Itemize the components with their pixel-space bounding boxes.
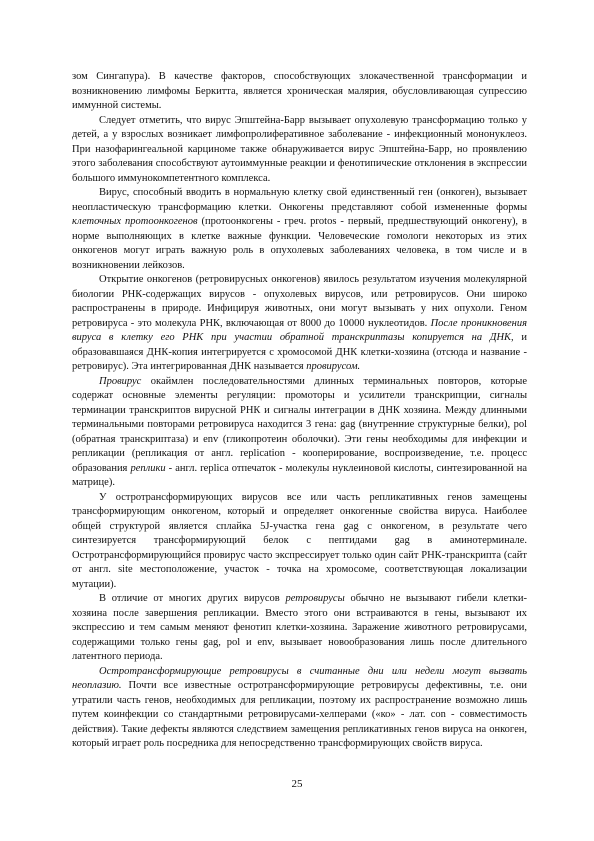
italic-text-run: Провирус xyxy=(99,375,142,387)
body-text xyxy=(72,70,527,752)
paragraph xyxy=(72,273,527,375)
page-number: 25 xyxy=(291,778,303,790)
italic-text-run: После проникновения вируса в клетку его РНК при участии обратной транскриптазы копируется на ДНК, xyxy=(72,317,527,343)
italic-text-run: провирусом. xyxy=(306,361,361,372)
paragraph xyxy=(72,665,527,752)
text-run: (протоонкогены - греч. protos - первый, предшествующий онкогену), в норме выполняющих в клетке важные функции. Человеческие гомологи некоторых из этих онкогенов могут играть важную роль в опухолевых заболеваниях человека, в том числе и в возникновении лейкозов. xyxy=(72,216,527,271)
paragraph xyxy=(72,70,527,114)
paragraph xyxy=(72,186,527,273)
text-run: обычно не вызывают гибели клетки-хозяина после завершения репликации. Вместо этого они встраиваются в гены, вызывают их экспрессию и тем самым меняют фенотип клетки-хозяина. Заражение животного ретровирусами, содержащими только гены gag, pol и env, вызывает новообразования лишь после длительного латентного периода. xyxy=(72,593,528,662)
paragraph xyxy=(72,592,527,665)
text-run: У остротрансформирующих вирусов все или часть репликативных генов замещены трансформирующим онкогеном, который и определяет онкогенные свойства вируса. Наиболее общей структурой является сплайка 5Ј-участка гена gag с онкогеном, в результате чего синтезируется трансформирующий белок с пептидами gag в аминотерминале. Остротрансформирующийся провирус часто экспрессирует только один сайт РНК-транскрипта (сайт от англ. site местоположение, участок - точка на хромосоме, соответствующая локализации мутации). xyxy=(72,491,527,590)
text-run: Вирус, способный вводить в нормальную клетку свой единственный ген (онкоген), вызывает неопластическую трансформацию клетки. Онкогены представляют собой измененные формы xyxy=(72,187,527,213)
text-run: Открытие онкогенов (ретровирусных онкогенов) явилось результатом изучения молекулярной биологии РНК-содержащих вирусов - опухолевых вирусов, или ретровирусов. Они широко распространены в природе. Инфицируя животных, они могут вызывать у них опухоли. Геном ретровируса - это молекула РНК, включающая от 8000 до 10000 нуклеотидов. xyxy=(72,274,527,329)
italic-text-run: клеточных протоонкогенов xyxy=(72,216,198,227)
text-run: Почти все известные остротрансформирующие ретровирусы дефективны, т.е. они утратили часть генов, необходимых для репликации, поэтому их распространение возможно лишь путем коинфекции со стандартными ретровирусами-хелперами («ко» - лат. con - совместимость действия). Такие дефекты являются следствием замещения репликативных генов вируса на онкоген, который играет роль посредника для непосредственно трансформирующих свойств вируса. xyxy=(72,680,527,749)
text-run: В отличие от многих других вирусов xyxy=(99,593,286,604)
italic-text-run: Остротрансформирующие ретровирусы в считанные дни или недели могут вызвать неоплазию. xyxy=(72,665,527,691)
italic-text-run: реплики xyxy=(130,462,166,474)
text-run: Следует отметить, что вирус Эпштейна-Барр вызывает опухолевую трансформацию только у детей, а у взрослых возникает лимфопролиферативное заболевание - инфекционный мононуклеоз. При назофарингеальной карциноме также обнаруживается вирус Эпштейна-Барр, но проявлению этого заболевания способствуют аутоиммунные реакции и фенотипические отклонения в экспрессии большого иммунокомпетентного комплекса. xyxy=(72,114,527,184)
text-run: и образовавшаяся ДНК-копия интегрируется с хромосомой ДНК клетки-хозяина (отсюда и название - ретровирус). Эта интегрированная ДНК называется xyxy=(72,332,527,372)
italic-text-run: ретровирусы xyxy=(285,593,345,604)
paragraph xyxy=(72,491,527,593)
text-run: зом Сингапура). В качестве факторов, способствующих злокачественной трансформации и возникновению лимфомы Беркитта, является хроническая малярия, обусловливающая супрессию иммунной системы. xyxy=(72,71,527,111)
text-run: окаймлен последовательностями длинных терминальных повторов, которые содержат основные элементы регуляции: промоторы и усилители транскрипции, сигналы терминации транскриптов вирусной РНК и сигналы интеграции в ДНК хозяина. Между длинными терминальными повторами ретровируса находится 3 гена: gag (внутренние структурные белки), pol (обратная транскриптаза) и env (гликопротеин оболочки). Эти гены необходимы для инфекции и репликации (репликация от англ. replication - кооперирование, воспроизведение, т.е. процесс образования xyxy=(72,375,527,474)
paragraph xyxy=(72,375,527,491)
paragraph xyxy=(72,114,527,187)
text-run: - англ. replica отпечаток - молекулы нуклеиновой кислоты, синтезированной на матрице). xyxy=(72,462,527,488)
